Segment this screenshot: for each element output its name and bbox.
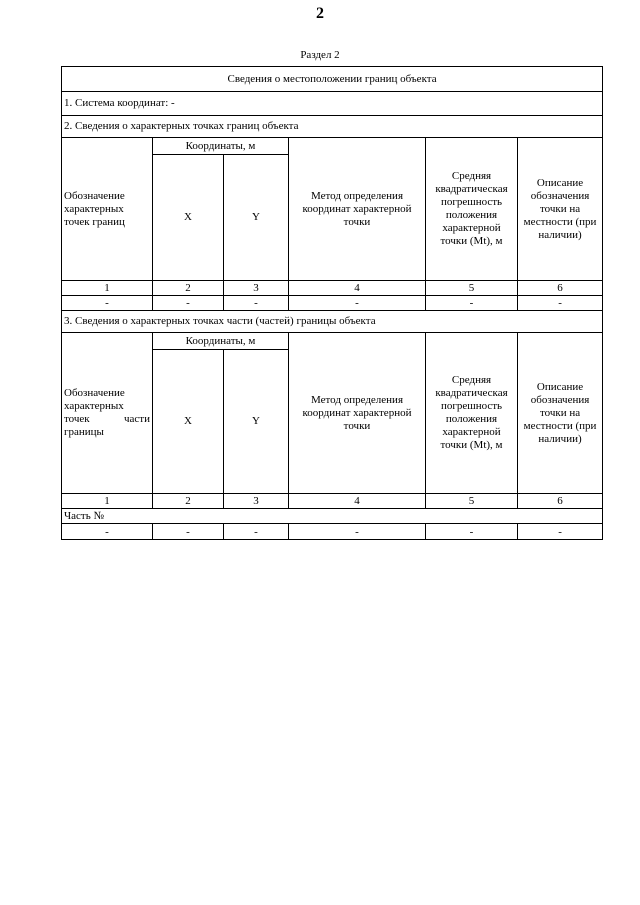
- block2-col-y: Y: [224, 350, 289, 494]
- table-cell: -: [289, 296, 426, 311]
- column-number: 2: [153, 494, 224, 509]
- column-number: 5: [426, 281, 518, 296]
- table-cell: -: [62, 296, 153, 311]
- column-number: 1: [62, 281, 153, 296]
- block2-heading: 3. Сведения о характерных точках части (частей) границы объекта: [62, 311, 603, 333]
- column-number: 3: [224, 281, 289, 296]
- block1-col-method: Метод определения координат характерной точки: [289, 138, 426, 281]
- table-cell: -: [224, 524, 289, 540]
- table-cell: -: [62, 524, 153, 540]
- block2-heading-row: [62, 311, 603, 333]
- table-cell: -: [289, 524, 426, 540]
- table-cell: -: [518, 524, 603, 540]
- column-number: 6: [518, 494, 603, 509]
- column-number: 4: [289, 281, 426, 296]
- coord-system-row: [62, 92, 603, 116]
- page-number: 2: [316, 5, 324, 22]
- block2-col-x: X: [153, 350, 224, 494]
- block1-col-x: X: [153, 155, 224, 281]
- column-number: 3: [224, 494, 289, 509]
- block2-col-point: Обозначение характерных точек части границы: [62, 333, 153, 494]
- column-number: 2: [153, 281, 224, 296]
- block2-number-row: [62, 494, 603, 509]
- table-cell: -: [224, 296, 289, 311]
- table-cell: -: [518, 296, 603, 311]
- table-row: [62, 296, 603, 311]
- boundary-table: [61, 66, 603, 540]
- block1-col-desc: Описание обозначения точки на местности (при наличии): [518, 138, 603, 281]
- column-number: 1: [62, 494, 153, 509]
- table-title-row: [62, 67, 603, 92]
- table-cell: -: [426, 524, 518, 540]
- block2-col-method: Метод определения координат характерной точки: [289, 333, 426, 494]
- block1-col-y: Y: [224, 155, 289, 281]
- block2-col-coords: Координаты, м: [153, 333, 289, 350]
- block2-header-row: [62, 333, 603, 350]
- section-label: Раздел 2: [300, 49, 340, 61]
- block1-col-point: Обозначение характерных точек границ: [62, 138, 153, 281]
- column-number: 5: [426, 494, 518, 509]
- block1-heading-row: [62, 116, 603, 138]
- coord-system: 1. Система координат: -: [62, 92, 603, 116]
- block1-col-coords: Координаты, м: [153, 138, 289, 155]
- column-number: 6: [518, 281, 603, 296]
- block1-number-row: [62, 281, 603, 296]
- block1-header-row: [62, 138, 603, 155]
- block1-col-error: Средняя квадратическая погрешность положения характерной точки (Mt), м: [426, 138, 518, 281]
- block2-col-error: Средняя квадратическая погрешность положения характерной точки (Mt), м: [426, 333, 518, 494]
- part-label: Часть №: [62, 509, 603, 524]
- block2-col-desc: Описание обозначения точки на местности (при наличии): [518, 333, 603, 494]
- table-cell: -: [426, 296, 518, 311]
- column-number: 4: [289, 494, 426, 509]
- table-cell: -: [153, 296, 224, 311]
- block1-heading: 2. Сведения о характерных точках границ объекта: [62, 116, 603, 138]
- part-row: [62, 509, 603, 524]
- table-row: [62, 524, 603, 540]
- table-title: Сведения о местоположении границ объекта: [62, 67, 603, 92]
- table-cell: -: [153, 524, 224, 540]
